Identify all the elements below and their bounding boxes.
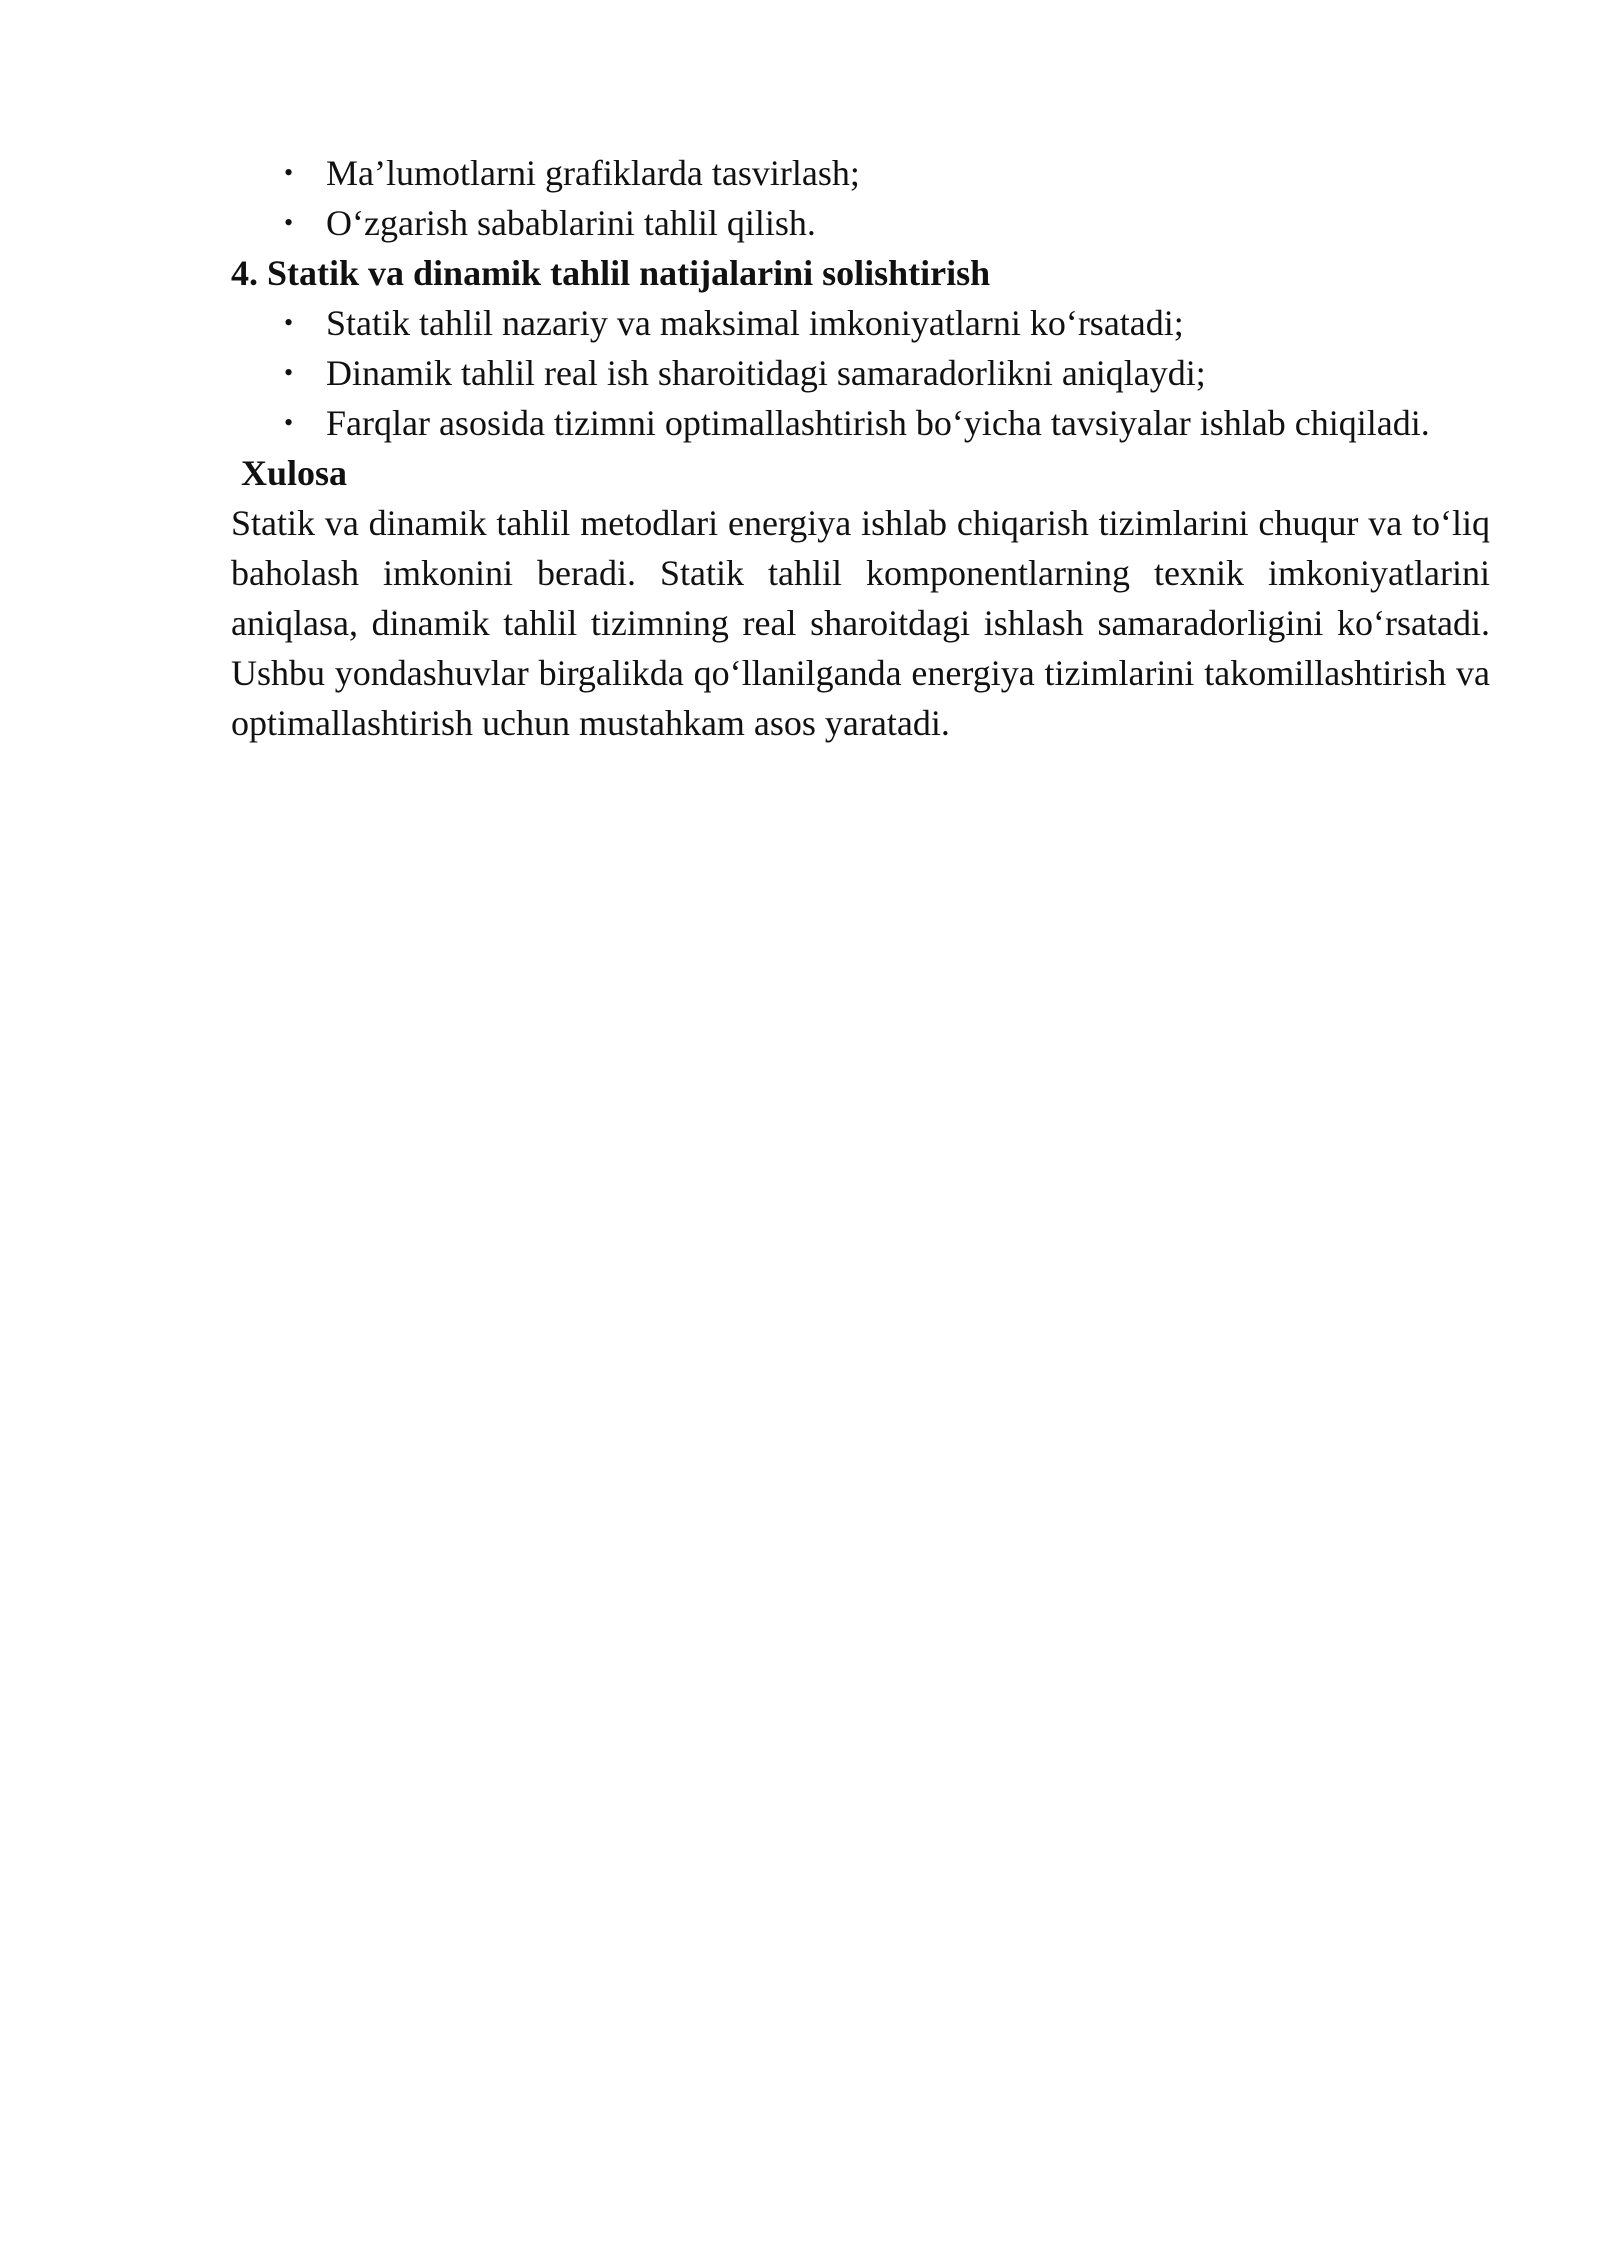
bullet-icon: • (284, 358, 294, 387)
list-item (231, 298, 1490, 348)
conclusion-heading: Xulosa (241, 453, 348, 493)
bullet-list-top (231, 148, 1490, 248)
bullet-icon: • (284, 158, 294, 187)
list-item-text: Ma’lumotlarni grafiklarda tasvirlash; (326, 153, 860, 193)
section-heading: 4. Statik va dinamik tahlil natijalarini solishtirish (231, 253, 991, 293)
list-item (231, 198, 1490, 248)
page-content (231, 148, 1490, 748)
list-item-text: Farqlar asosida tizimni optimallashtirish bo‘yicha tavsiyalar ishlab chiqiladi. (326, 403, 1430, 443)
list-item (231, 398, 1490, 448)
conclusion-paragraph: Statik va dinamik tahlil metodlari energiya ishlab chiqarish tizimlarini chuqur va to‘liq baholash imkonini beradi. Statik tahlil komponentlarning texnik imkoniyatlarini aniqlasa, dinamik tahlil tizimning real sharoitdagi ishlash samaradorligini ko‘rsatadi. Ushbu yondashuvlar birgalikda qo‘llanilganda energiya tizimlarini takomillashtirish va optimallashtirish uchun mustahkam asos yaratadi. (231, 503, 1490, 743)
list-item-text: Statik tahlil nazariy va maksimal imkoniyatlarni ko‘rsatadi; (326, 303, 1184, 343)
bullet-icon: • (284, 208, 294, 237)
list-item-text: O‘zgarish sabablarini tahlil qilish. (326, 203, 816, 243)
bullet-list-section4 (231, 298, 1490, 448)
list-item (231, 348, 1490, 398)
list-item-text: Dinamik tahlil real ish sharoitidagi samaradorlikni aniqlaydi; (326, 353, 1206, 393)
bullet-icon: • (284, 408, 294, 437)
list-item (231, 148, 1490, 198)
bullet-icon: • (284, 308, 294, 337)
